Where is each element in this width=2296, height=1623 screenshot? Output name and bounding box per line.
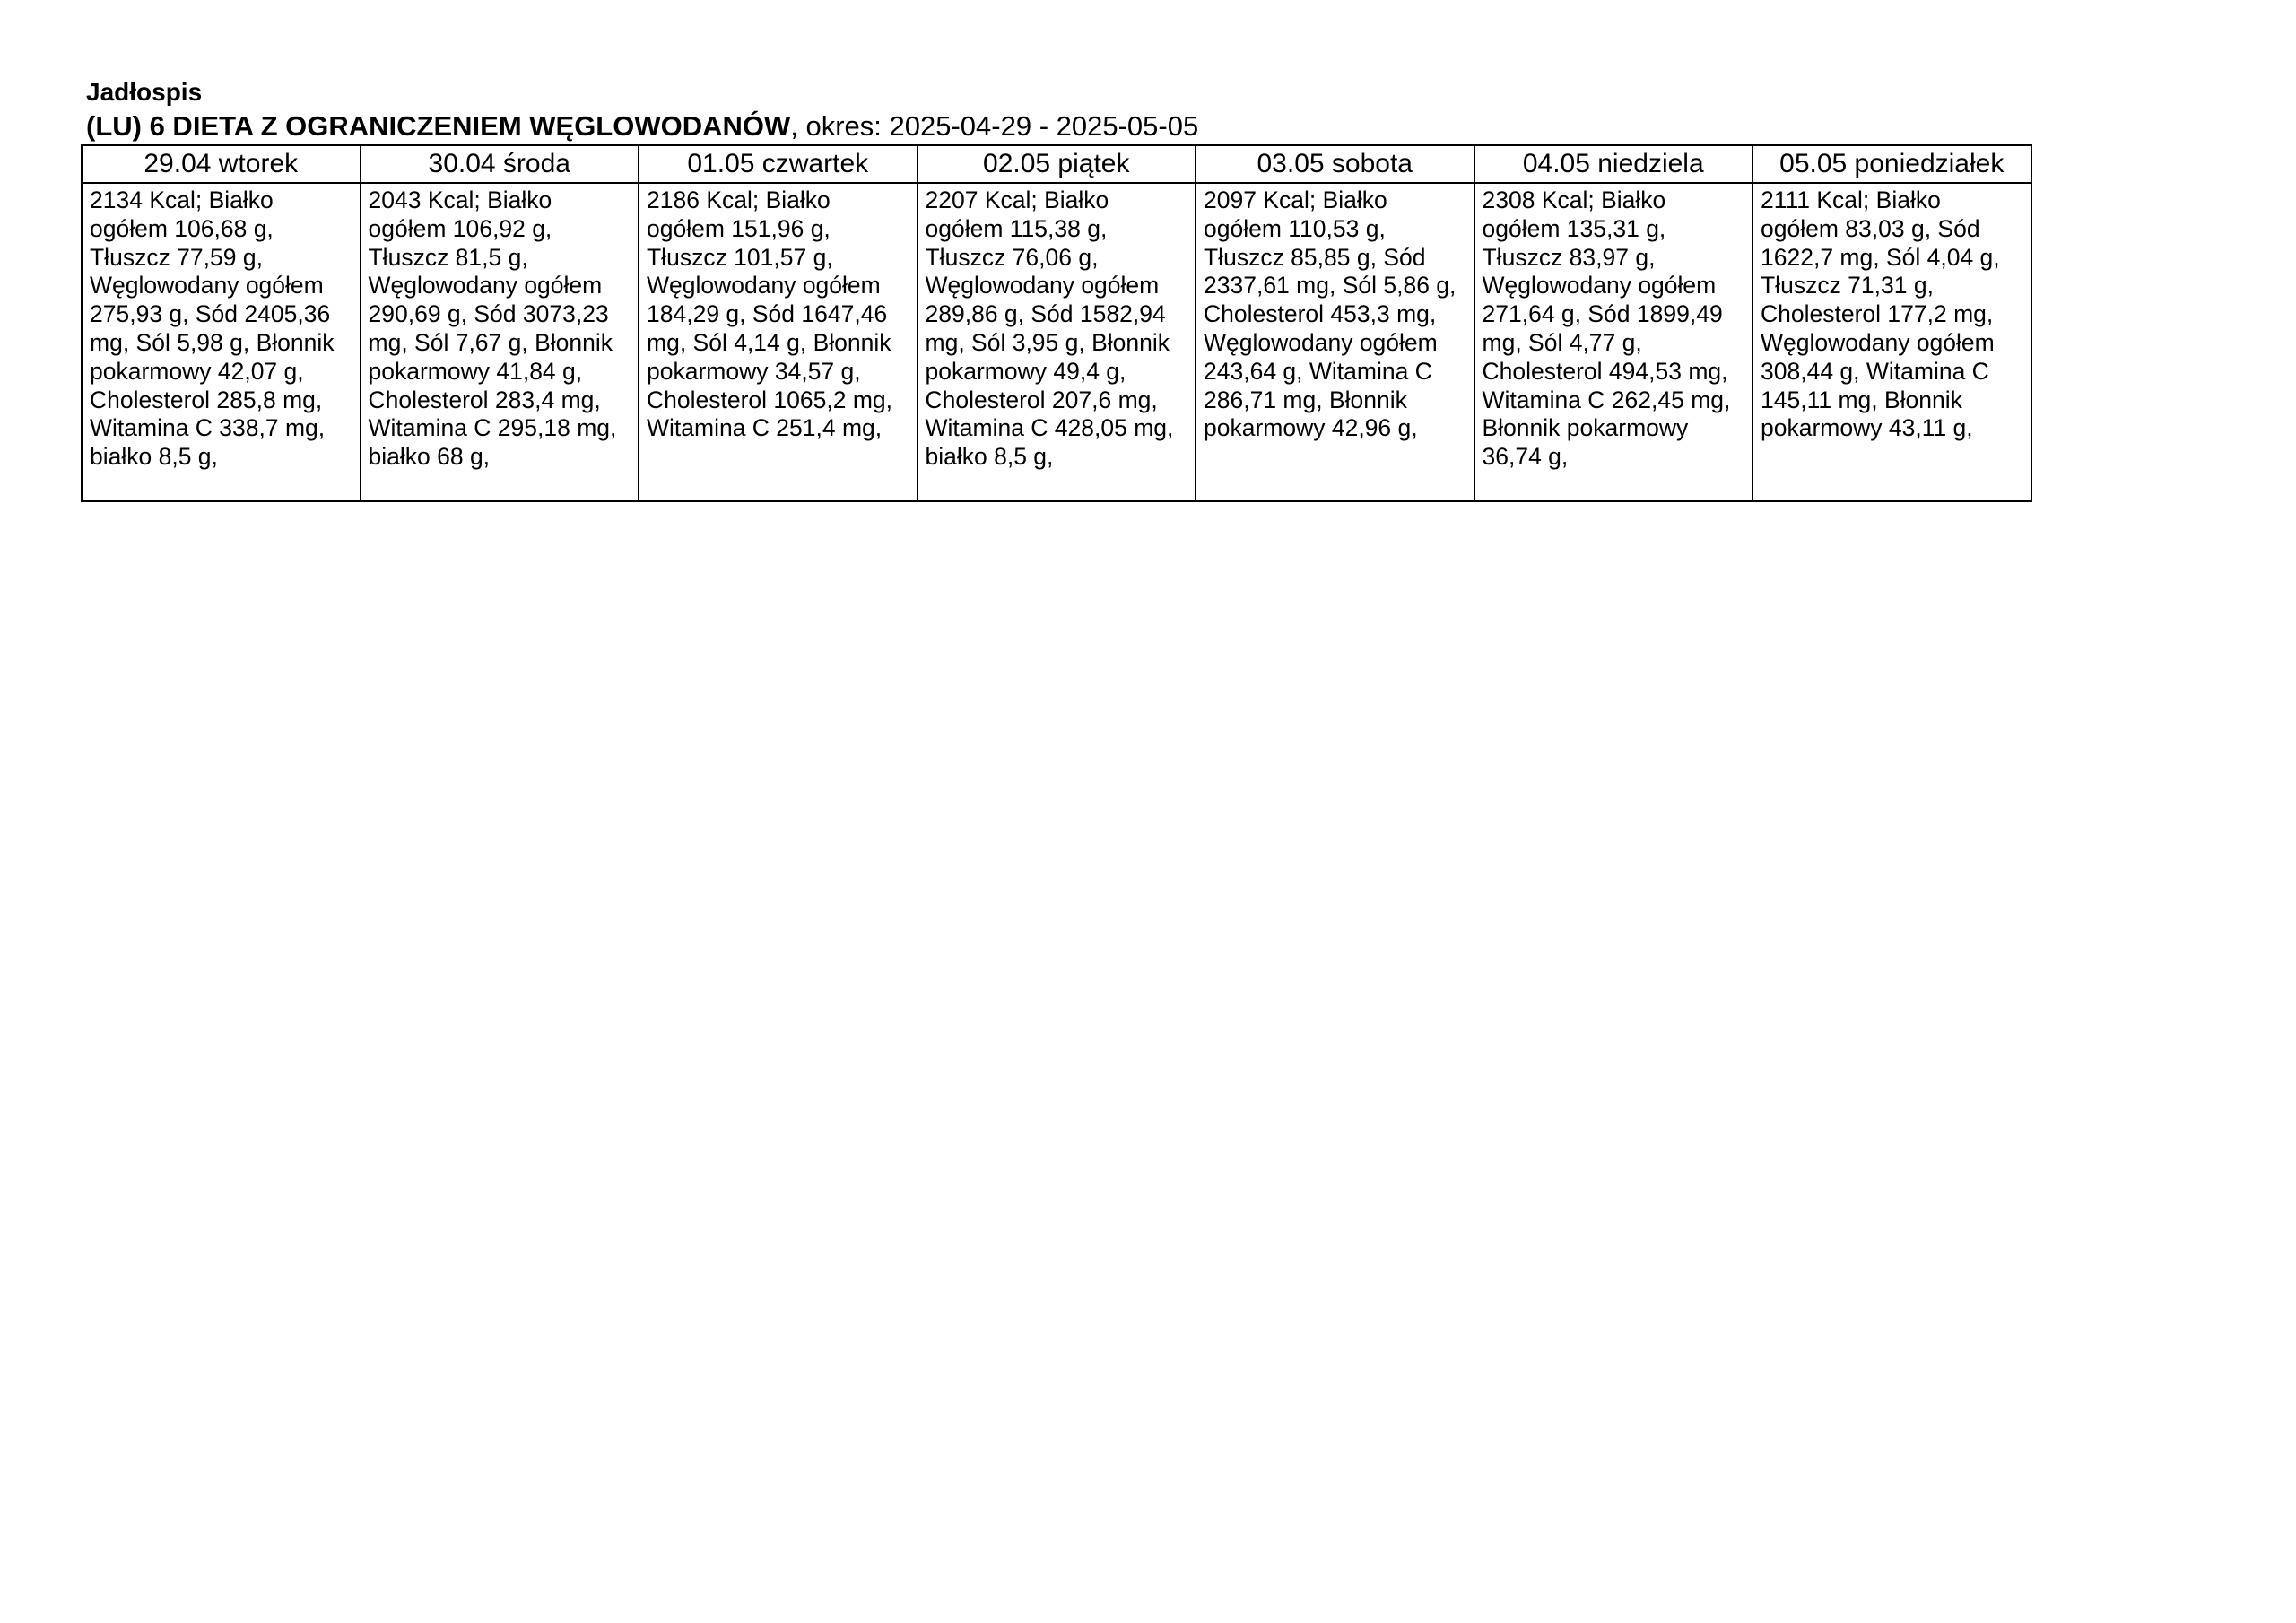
header-row — [82, 145, 2031, 183]
menu-table — [81, 144, 2032, 502]
document-subtitle — [86, 108, 2054, 144]
nutrition-cell: 2207 Kcal; Białko ogółem 115,38 g, Tłuszcz 76,06 g, Węglowodany ogółem 289,86 g, Sód 1582,94 mg, Sól 3,95 g, Błonnik pokarmowy 49,4 g, Cholesterol 207,6 mg, Witamina C 428,05 mg, białko 8,5 g, — [918, 183, 1196, 501]
day-header: 30.04 środa — [361, 145, 639, 183]
day-header: 02.05 piątek — [918, 145, 1196, 183]
document-title: Jadłospis — [86, 78, 203, 106]
nutrition-cell: 2111 Kcal; Białko ogółem 83,03 g, Sód 1622,7 mg, Sól 4,04 g, Tłuszcz 71,31 g, Cholesterol 177,2 mg, Węglowodany ogółem 308,44 g, Witamina C 145,11 mg, Błonnik pokarmowy 43,11 g, — [1752, 183, 2031, 501]
day-header: 04.05 niedziela — [1474, 145, 1753, 183]
nutrition-cell: 2043 Kcal; Białko ogółem 106,92 g, Tłuszcz 81,5 g, Węglowodany ogółem 290,69 g, Sód 3073,23 mg, Sól 7,67 g, Błonnik pokarmowy 41,84 g, Cholesterol 283,4 mg, Witamina C 295,18 mg, białko 68 g, — [361, 183, 639, 501]
day-header: 05.05 poniedziałek — [1752, 145, 2031, 183]
period-text: , okres: 2025-04-29 - 2025-05-05 — [790, 110, 1199, 142]
nutrition-cell: 2308 Kcal; Białko ogółem 135,31 g, Tłuszcz 83,97 g, Węglowodany ogółem 271,64 g, Sód 1899,49 mg, Sól 4,77 g, Cholesterol 494,53 mg, Witamina C 262,45 mg, Błonnik pokarmowy 36,74 g, — [1474, 183, 1753, 501]
day-header: 01.05 czwartek — [639, 145, 918, 183]
day-header: 03.05 sobota — [1196, 145, 1474, 183]
nutrition-cell: 2097 Kcal; Białko ogółem 110,53 g, Tłuszcz 85,85 g, Sód 2337,61 mg, Sól 5,86 g, Cholesterol 453,3 mg, Węglowodany ogółem 243,64 g, Witamina C 286,71 mg, Błonnik pokarmowy 42,96 g, — [1196, 183, 1474, 501]
nutrition-row — [82, 183, 2031, 501]
day-header: 29.04 wtorek — [82, 145, 361, 183]
nutrition-cell: 2186 Kcal; Białko ogółem 151,96 g, Tłuszcz 101,57 g, Węglowodany ogółem 184,29 g, Sód 1647,46 mg, Sól 4,14 g, Błonnik pokarmowy 34,57 g, Cholesterol 1065,2 mg, Witamina C 251,4 mg, — [639, 183, 918, 501]
document-page — [81, 76, 2054, 502]
nutrition-cell: 2134 Kcal; Białko ogółem 106,68 g, Tłuszcz 77,59 g, Węglowodany ogółem 275,93 g, Sód 2405,36 mg, Sól 5,98 g, Błonnik pokarmowy 42,07 g, Cholesterol 285,8 mg, Witamina C 338,7 mg, białko 8,5 g, — [82, 183, 361, 501]
diet-name: (LU) 6 DIETA Z OGRANICZENIEM WĘGLOWODANÓW — [86, 110, 791, 142]
